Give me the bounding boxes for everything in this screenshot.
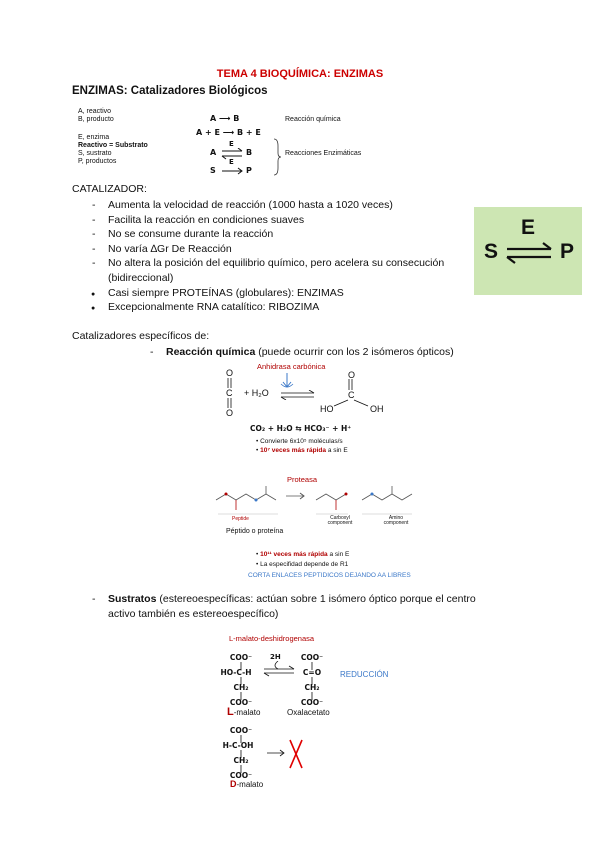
list-item: - No se consume durante la reacción xyxy=(108,227,444,242)
peptide-label: Peptide xyxy=(232,516,249,522)
carboxyl-label: Carboxyl component xyxy=(327,515,353,526)
especificos-heading: Catalizadores específicos de: xyxy=(72,330,210,342)
co2-o-top: O xyxy=(226,368,234,378)
bullet-item: ● Casi siempre PROTEÍNAS (globulares): ENZIMAS xyxy=(108,286,444,301)
sustratos-bold: Sustratos xyxy=(108,593,157,605)
proteasa-label: Proteasa xyxy=(287,475,318,484)
list-item: - No varía ∆Gr De Reacción xyxy=(108,242,444,257)
proteasa-bullet-2: • La especifidad depende de R1 xyxy=(256,561,349,568)
legend-item: A, reactivo xyxy=(78,108,112,115)
product-c: C xyxy=(348,390,355,400)
water-term: + H₂O xyxy=(244,388,269,398)
reaction-legend xyxy=(78,108,148,166)
equation-3-right: B xyxy=(246,148,253,157)
sp-enzyme: E xyxy=(521,216,536,239)
co2-bonds xyxy=(226,376,236,410)
page-title: TEMA 4 BIOQUÍMICA: ENZIMAS xyxy=(216,68,384,80)
reaccion-quimica-item: - Reacción química (puede ocurrir con los 2 isómeros ópticos) xyxy=(150,346,454,358)
amino-label: Amino component xyxy=(383,515,409,526)
cross-mark-icon xyxy=(287,738,305,770)
arrow-right-icon xyxy=(266,748,286,758)
oxalacetato-structure: COO⁻ | C=O | CH₂ | COO⁻ xyxy=(300,653,324,707)
co2-o-bottom: O xyxy=(226,408,234,418)
sustratos-rest: (estereoespecíficas: actúan sobre 1 isómero óptico porque el centro xyxy=(156,593,476,605)
section-subtitle: ENZIMAS: Catalizadores Biológicos xyxy=(72,85,268,97)
legend-item: E, enzima xyxy=(78,134,110,141)
co2-c: C xyxy=(226,388,233,398)
sp-product: P xyxy=(560,240,575,263)
proteasa-note: CORTA ENLACES PEPTIDICOS DEJANDO AA LIBRES xyxy=(248,572,411,579)
list-item-continuation: (bidireccional) xyxy=(108,271,174,284)
d-malato-label: D-malato xyxy=(230,779,264,789)
catalizador-list xyxy=(108,198,444,315)
product-o: O xyxy=(348,370,356,380)
peptide-caption: Péptido o proteína xyxy=(226,528,284,535)
list-item: - Aumenta la velocidad de reacción (1000 hasta a 1020 veces) xyxy=(108,198,444,213)
carbonic-acid-bonds xyxy=(328,378,376,408)
malato-enzyme-label: L-malato-deshidrogenasa xyxy=(229,634,315,643)
brace-icon xyxy=(272,138,282,176)
reaccion-bold: Reacción química xyxy=(166,346,256,358)
legend-item: P, productos xyxy=(78,158,117,165)
d-malato-structure: COO⁻ | H-C-OH | CH₂ | COO⁻ xyxy=(222,726,254,780)
reduccion-label: REDUCCIÓN xyxy=(340,670,389,679)
h2-label: 2H xyxy=(270,653,281,661)
reaccion-rest: (puede ocurrir con los 2 isómeros ópticos) xyxy=(255,346,454,358)
sustratos-item: - Sustratos (estereoespecíficas: actúan sobre 1 isómero óptico porque el centro xyxy=(92,593,476,605)
catalizador-heading: CATALIZADOR: xyxy=(72,183,147,195)
label-reacciones-enzimaticas: Reacciones Enzimáticas xyxy=(285,150,362,157)
equation-3-left: A xyxy=(210,148,217,157)
list-item: - No altera la posición del equilibrio químico, pero acelera su consecución xyxy=(108,256,444,271)
sp-substrate: S xyxy=(484,240,499,263)
equation-4-right: P xyxy=(246,166,252,175)
sustratos-line2: activo también es estereoespecífico) xyxy=(108,608,279,620)
co2-equation: CO₂ + H₂O ⇆ HCO₃⁻ + H⁺ xyxy=(250,424,352,433)
arrow-right-icon xyxy=(220,166,244,176)
l-malato-label: L-malato xyxy=(227,706,261,718)
proteasa-bullet-1: • 10¹¹ veces más rápida a sin E xyxy=(256,551,350,558)
bullet-item: ● Excepcionalmente RNA catalítico: RIBOZIMA xyxy=(108,300,444,315)
product-oh: OH xyxy=(370,404,384,414)
legend-item: Reactivo = Substrato xyxy=(78,142,148,149)
anhidrasa-bullet-1: • Convierte 6x10⁵ moléculas/s xyxy=(256,438,343,445)
list-item: - Facilita la reacción en condiciones suaves xyxy=(108,213,444,228)
legend-item: S, sustrato xyxy=(78,150,112,157)
product-ho: HO xyxy=(320,404,334,414)
equilibrium-arrow-icon xyxy=(262,661,296,677)
equation-2: A + E ⟶ B + E xyxy=(196,128,261,137)
arrow-down-icon xyxy=(280,372,294,390)
anhidrasa-label: Anhidrasa carbónica xyxy=(257,362,326,371)
equilibrium-arrow-icon xyxy=(504,242,554,264)
legend-item: B, producto xyxy=(78,116,114,123)
label-reaccion-quimica: Reacción química xyxy=(285,116,341,123)
enzyme-letter: E xyxy=(229,140,234,148)
equation-4-left: S xyxy=(210,166,216,175)
oxalacetato-label: Oxalacetato xyxy=(287,708,330,717)
equation-1: A ⟶ B xyxy=(210,114,240,123)
anhidrasa-bullet-2: • 10⁷ veces más rápida a sin E xyxy=(256,447,348,454)
l-malato-structure: COO⁻ | HO-C-H | CH₂ | COO⁻ xyxy=(220,653,253,707)
enzyme-letter: E xyxy=(229,158,234,166)
sp-diagram-box xyxy=(474,207,582,295)
equilibrium-arrow-icon xyxy=(280,390,316,400)
